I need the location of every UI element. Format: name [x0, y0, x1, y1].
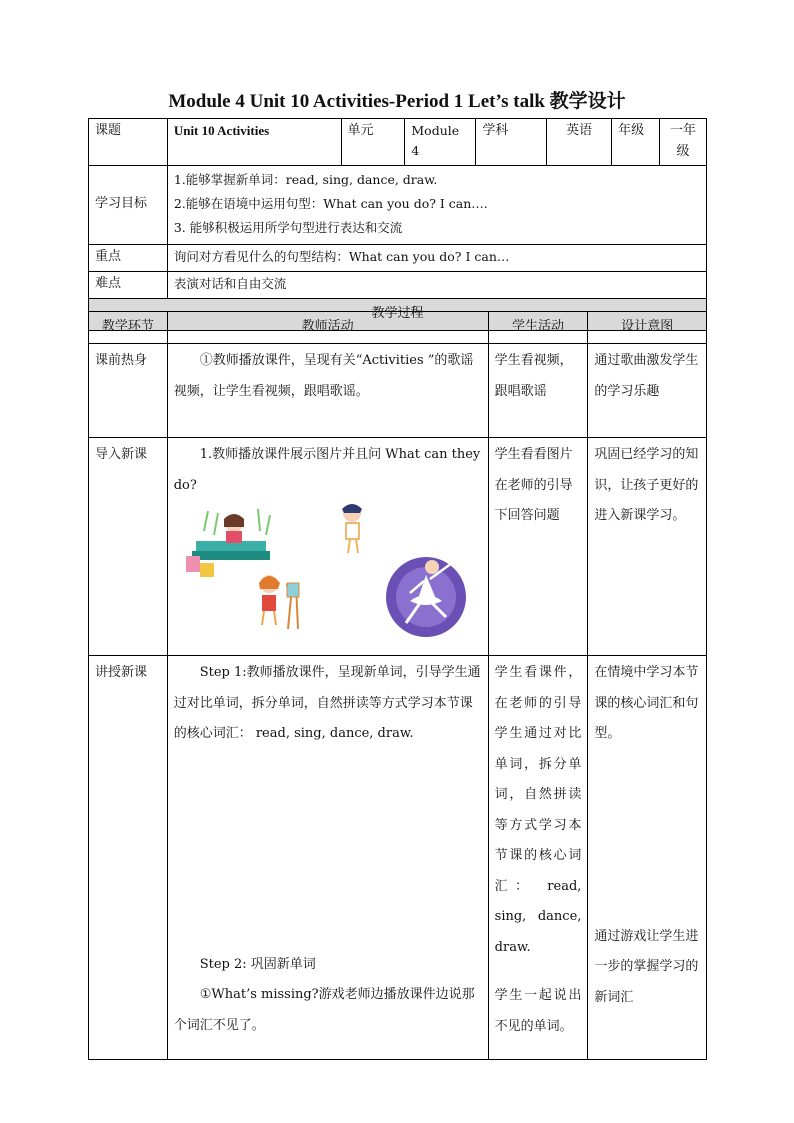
difficulty-label: 难点 [89, 271, 168, 298]
intent-text-2: 通过游戏让学生进一步的掌握学习的新词汇 [594, 928, 699, 1005]
reading-girl-image [186, 509, 270, 577]
lesson-label: 课题 [89, 119, 168, 166]
spacer [174, 750, 482, 950]
grade-value: 一年级 [660, 119, 707, 166]
subject-label: 学科 [476, 119, 547, 166]
process-header: 教学过程 [89, 298, 707, 330]
row-student [488, 656, 588, 1060]
subject-value: 英语 [547, 119, 612, 166]
col-intent: 设计意图 [588, 312, 707, 344]
goals-list [167, 165, 706, 244]
teacher-step2-body: ①What’s missing?游戏老师边播放课件边说那个词汇不见了。 [173, 987, 475, 1033]
goal-item: 2.能够在语境中运用句型：What can you do? I can…. [173, 195, 488, 211]
row-teacher [167, 438, 488, 656]
row-student: 学生看视频，跟唱歌谣 [488, 344, 588, 438]
drawing-girl-image [259, 575, 299, 629]
intent-text-1: 在情境中学习本节课的核心词汇和句型。 [594, 665, 699, 742]
key-point-label: 重点 [89, 244, 168, 271]
dancing-girl-image [386, 557, 466, 637]
unit-value: Module 4 [405, 119, 476, 166]
teacher-step2-title: Step 2: 巩固新单词 [199, 956, 316, 972]
lesson-value: Unit 10 Activities [167, 119, 341, 166]
row-stage: 课前热身 [89, 344, 168, 438]
col-stage: 教学环节 [89, 312, 168, 344]
row-intent [588, 656, 707, 1060]
col-student: 学生活动 [488, 312, 588, 344]
teacher-step1: Step 1:教师播放课件，呈现新单词，引导学生通过对比单词，拆分单词，自然拼读等方式学习本节课的核心词汇： read, sing, dance, draw. [173, 665, 481, 742]
activity-illustration [174, 501, 474, 641]
goal-item: 1.能够掌握新单词：read, sing, dance, draw. [173, 171, 438, 187]
unit-label: 单元 [341, 119, 405, 166]
row-intent: 通过歌曲激发学生的学习乐趣 [588, 344, 707, 438]
row-stage: 导入新课 [89, 438, 168, 656]
document-title: Module 4 Unit 10 Activities-Period 1 Let’s talk 教学设计 [168, 91, 626, 112]
lesson-plan-table [88, 118, 707, 331]
difficulty-value: 表演对话和自由交流 [167, 271, 706, 298]
row-stage: 讲授新课 [89, 656, 168, 1060]
student-text-2: 学生一起说出不见的单词。 [494, 988, 582, 1035]
goals-label: 学习目标 [89, 165, 168, 244]
process-table [88, 311, 707, 1060]
row-student: 学生看看图片在老师的引导下回答问题 [488, 438, 588, 656]
grade-label: 年级 [612, 119, 660, 166]
singing-boy-image [342, 504, 362, 553]
col-teacher: 教师活动 [167, 312, 488, 344]
goal-item: 3. 能够积极运用所学句型进行表达和交流 [173, 220, 403, 236]
row-intent: 巩固已经学习的知识，让孩子更好的进入新课学习。 [588, 438, 707, 656]
student-text-1: 学生看课件，在老师的引导学生通过对比单词，拆分单词，自然拼读等方式学习本节课的核心词汇： read, sing, dance, draw. [494, 665, 582, 955]
row-teacher: ①教师播放课件，呈现有关“Activities ”的歌谣视频，让学生看视频，跟唱歌谣。 [167, 344, 488, 438]
illustration-area [174, 501, 482, 641]
teacher-text: 1.教师播放课件展示图片并且问 What can they do? [173, 447, 481, 493]
key-point-value: 询问对方看见什么的句型结构：What can you do? I can… [167, 244, 706, 271]
row-teacher [167, 656, 488, 1060]
